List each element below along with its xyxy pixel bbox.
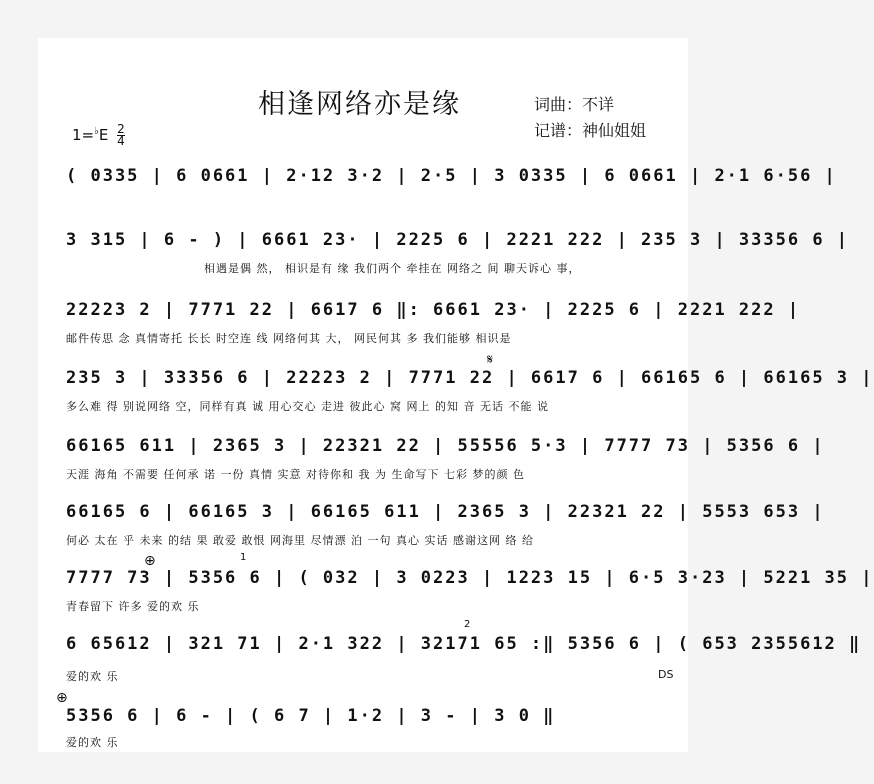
notes-row-9: 5356 6 | 6 - | ( 6 7 | 1·2 | 3 - | 3 0 ‖ [66,706,556,726]
key-signature [72,124,125,147]
key-prefix: 1= [72,126,95,144]
notes-row-4: 235 3 | 33356 6 | 22223 2 | 7771 22 | 6617 6 | 66165 6 | 66165 3 | [66,368,874,388]
score-row-4 [66,368,874,418]
segno-mark: 𝄋 [487,352,494,368]
time-signature [117,124,125,147]
lyrics-row-6: 何必 太在 乎 未来 的结 果 敢爱 敢恨 网海里 尽情漂 泊 一句 真心 实话 感谢这网 络 给 [66,534,534,547]
notes-row-1: ( 0335 | 6 0661 | 2·12 3·2 | 2·5 | 3 0335 | 6 0661 | 2·1 6·56 | [66,166,837,186]
flat-sign: ♭ [94,126,99,137]
notes-row-5: 66165 611 | 2365 3 | 22321 22 | 55556 5·3 | 7777 73 | 5356 6 | [66,436,825,456]
song-title: 相逢网络亦是缘 [258,89,461,120]
lyrics-row-4: 多么难 得 别说网络 空，同样有真 诚 用心交心 走进 彼此心 窝 网上 的知 音 无话 不能 说 [66,400,549,413]
score-row-2 [66,230,850,280]
composer-credit: 词曲：不详 [534,95,615,114]
notes-row-6: 66165 6 | 66165 3 | 66165 611 | 2365 3 | 22321 22 | 5553 653 | [66,502,825,522]
score-row-5 [66,436,825,486]
score-row-1 [66,166,837,206]
notes-row-7: 7777 73 | 5356 6 | ( 032 | 3 0223 | 1223 15 | 6·5 3·23 | 5221 35 | [66,568,874,588]
notes-row-8: 6 65612 | 321 71 | 2·1 322 | 32171 65 :‖ 5356 6 | ( 653 2355612 ‖ [66,634,862,654]
notes-row-3: 22223 2 | 7771 22 | 6617 6 ‖: 6661 23· | 2225 6 | 2221 222 | [66,300,801,320]
score-row-8 [66,634,862,684]
score-row-6 [66,502,825,552]
lyrics-row-2: 相遇是偶 然， 相识是有 缘 我们两个 牵挂在 网络之 间 聊天诉心 事， [204,262,581,275]
ds-mark: DS [658,668,674,681]
time-top: 2 [117,122,125,136]
transcriber-credit: 记谱：神仙姐姐 [534,121,647,140]
lyrics-row-7: 青春留下 许多 爱的欢 乐 [66,600,200,613]
score-row-9 [66,706,666,756]
key-tone: E [98,126,109,144]
coda-mark-1: ⊕ [144,553,156,569]
volta-1-label: 1 [240,552,247,563]
lyrics-row-3: 邮件传思 念 真情寄托 长长 时空连 线 网络何其 大， 网民何其 多 我们能够 相识是 [66,332,512,345]
notes-row-2: 3 315 | 6 - ) | 6661 23· | 2225 6 | 2221 222 | 235 3 | 33356 6 | [66,230,850,250]
score-row-3 [66,300,801,350]
time-bottom: 4 [117,134,125,148]
lyrics-row-5: 天涯 海角 不需要 任何承 诺 一份 真情 实意 对待你和 我 为 生命写下 七彩 梦的颜 色 [66,468,525,481]
lyrics-row-9: 爱的欢 乐 [66,736,119,749]
volta-2-label: 2 [464,619,471,630]
coda-mark-2: ⊕ [56,690,68,706]
score-row-7 [66,568,874,618]
lyrics-row-8: 爱的欢 乐 [66,670,119,683]
